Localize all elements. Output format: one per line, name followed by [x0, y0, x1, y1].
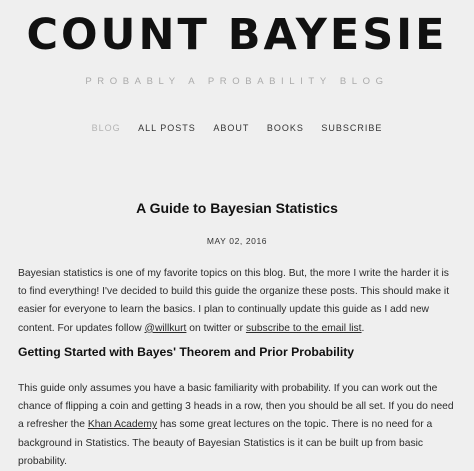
section-heading: Getting Started with Bayes' Theorem and Prior Probability: [18, 345, 355, 359]
intro-paragraph: [18, 265, 458, 338]
nav-item-all-posts[interactable]: ALL POSTS: [138, 123, 196, 133]
section-text-1: This guide only assumes you have a basic familiarity with probability. If you can work out the chance of flipping a coin and getting 3 heads in a row, then you should be all set. If you do need a refresher the: [18, 383, 454, 431]
post-title: A Guide to Bayesian Statistics: [136, 200, 338, 216]
intro-text-1: Bayesian statistics is one of my favorite topics on this blog. But, the more I write the harder it is to find everything! I've decided to build this guide the organize these posts. This should make it easier for everyone to learn the basics. I plan to continually update this guide as I add new content. For updates follow: [18, 268, 450, 334]
post-date: MAY 02, 2016: [206, 236, 268, 246]
intro-text-3: .: [361, 322, 365, 334]
site-tagline: PROBABLY A PROBABILITY BLOG: [85, 76, 389, 87]
nav-item-blog[interactable]: BLOG: [91, 123, 121, 133]
nav-item-about[interactable]: ABOUT: [213, 123, 250, 133]
nav-item-subscribe[interactable]: SUBSCRIBE: [321, 123, 383, 133]
section-text-2: has some great lectures on the topic. There is no need for a background in Statistics. The beauty of Bayesian Statistics is it can be built up from basic probability.: [18, 419, 433, 467]
site-title[interactable]: COUNT BAYESIE: [26, 10, 448, 60]
section-paragraph: [18, 380, 458, 471]
subscribe-email-link[interactable]: subscribe to the email list: [245, 322, 362, 334]
khan-academy-link[interactable]: Khan Academy: [87, 419, 158, 431]
main-nav: [0, 123, 474, 133]
intro-text-2: on twitter or: [186, 322, 246, 334]
nav-item-books[interactable]: BOOKS: [266, 123, 304, 133]
twitter-handle-link[interactable]: @willkurt: [144, 322, 187, 334]
